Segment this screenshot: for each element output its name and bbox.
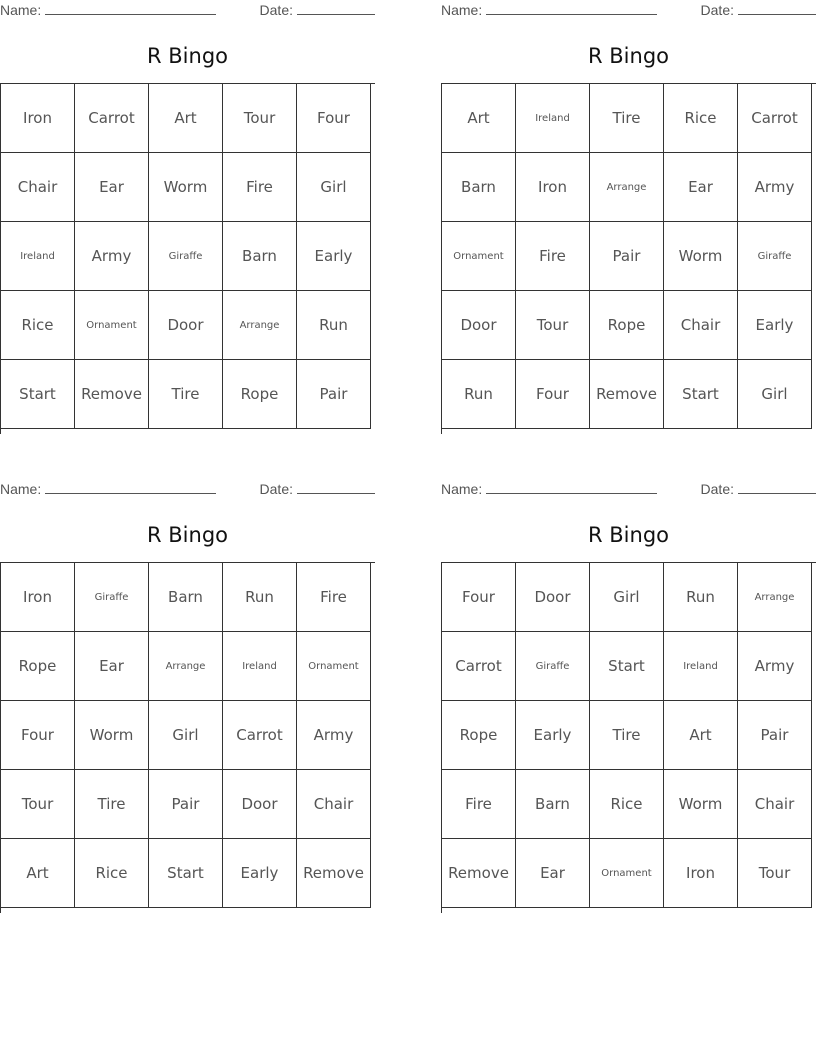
bingo-cell: Tour bbox=[1, 770, 75, 839]
bingo-cell: Early bbox=[516, 701, 590, 770]
bingo-cell: Worm bbox=[664, 222, 738, 291]
date-blank-line bbox=[738, 481, 816, 494]
bingo-cell: Ornament bbox=[297, 632, 371, 701]
bingo-cell: Ear bbox=[664, 153, 738, 222]
bingo-cell: Art bbox=[442, 84, 516, 153]
name-blank-line bbox=[486, 481, 657, 494]
card-title: R Bingo bbox=[147, 44, 228, 68]
name-label: Name: bbox=[0, 481, 42, 497]
bingo-cell: Worm bbox=[149, 153, 223, 222]
bingo-cell: Tour bbox=[223, 84, 297, 153]
bingo-cell: Giraffe bbox=[75, 563, 149, 632]
bingo-cell: Fire bbox=[442, 770, 516, 839]
bingo-cell: Door bbox=[149, 291, 223, 360]
bingo-cell: Run bbox=[664, 563, 738, 632]
bingo-cell: Carrot bbox=[75, 84, 149, 153]
bingo-cell: Start bbox=[664, 360, 738, 429]
bingo-cell: Pair bbox=[738, 701, 812, 770]
bingo-cell: Early bbox=[738, 291, 812, 360]
bingo-cell: Army bbox=[738, 632, 812, 701]
bingo-cell: Pair bbox=[149, 770, 223, 839]
bingo-cell: Fire bbox=[516, 222, 590, 291]
bingo-cell: Arrange bbox=[223, 291, 297, 360]
bingo-cell: Rice bbox=[75, 839, 149, 908]
date-field bbox=[260, 481, 375, 497]
bingo-cell: Ireland bbox=[223, 632, 297, 701]
bingo-cell: Tire bbox=[590, 84, 664, 153]
bingo-card bbox=[0, 479, 375, 882]
date-label: Date: bbox=[259, 481, 293, 497]
bingo-cell: Tour bbox=[516, 291, 590, 360]
bingo-cell: Iron bbox=[1, 563, 75, 632]
bingo-cell: Arrange bbox=[738, 563, 812, 632]
card-title: R Bingo bbox=[588, 44, 669, 68]
bingo-cell: Chair bbox=[738, 770, 812, 839]
bingo-cell: Chair bbox=[297, 770, 371, 839]
bingo-cell: Chair bbox=[664, 291, 738, 360]
bingo-cell: Fire bbox=[297, 563, 371, 632]
bingo-cell: Early bbox=[297, 222, 371, 291]
bingo-cell: Start bbox=[149, 839, 223, 908]
name-date-row bbox=[0, 479, 375, 501]
bingo-card bbox=[441, 479, 816, 882]
name-blank-line bbox=[45, 481, 216, 494]
date-blank-line bbox=[297, 2, 375, 15]
name-label: Name: bbox=[0, 2, 42, 18]
bingo-cell: Ornament bbox=[590, 839, 664, 908]
bingo-cell: Run bbox=[442, 360, 516, 429]
bingo-cell: Four bbox=[1, 701, 75, 770]
bingo-cell: Remove bbox=[75, 360, 149, 429]
bingo-cell: Ireland bbox=[1, 222, 75, 291]
bingo-cell: Girl bbox=[297, 153, 371, 222]
bingo-cell: Girl bbox=[590, 563, 664, 632]
bingo-cell: Early bbox=[223, 839, 297, 908]
bingo-cell: Iron bbox=[1, 84, 75, 153]
date-label: Date: bbox=[700, 2, 734, 18]
bingo-cell: Ear bbox=[516, 839, 590, 908]
bingo-cell: Rice bbox=[590, 770, 664, 839]
date-label: Date: bbox=[700, 481, 734, 497]
date-blank-line bbox=[297, 481, 375, 494]
date-field bbox=[701, 481, 816, 497]
bingo-cell: Rope bbox=[223, 360, 297, 429]
name-blank-line bbox=[45, 2, 216, 15]
bingo-cell: Art bbox=[1, 839, 75, 908]
bingo-grid bbox=[441, 83, 816, 434]
bingo-grid bbox=[0, 562, 375, 913]
bingo-cell: Rope bbox=[590, 291, 664, 360]
bingo-cell: Carrot bbox=[738, 84, 812, 153]
bingo-cell: Remove bbox=[297, 839, 371, 908]
card-title: R Bingo bbox=[147, 523, 228, 547]
bingo-cell: Run bbox=[297, 291, 371, 360]
name-date-row bbox=[0, 0, 375, 22]
bingo-cell: Arrange bbox=[590, 153, 664, 222]
bingo-cell: Barn bbox=[442, 153, 516, 222]
date-label: Date: bbox=[259, 2, 293, 18]
bingo-cell: Barn bbox=[516, 770, 590, 839]
bingo-cell: Start bbox=[590, 632, 664, 701]
bingo-cell: Ornament bbox=[442, 222, 516, 291]
bingo-cell: Pair bbox=[590, 222, 664, 291]
bingo-cell: Girl bbox=[149, 701, 223, 770]
bingo-cell: Barn bbox=[149, 563, 223, 632]
date-field bbox=[260, 2, 375, 18]
bingo-grid bbox=[441, 562, 816, 913]
name-blank-line bbox=[486, 2, 657, 15]
bingo-cell: Rice bbox=[664, 84, 738, 153]
bingo-cell: Army bbox=[75, 222, 149, 291]
bingo-cell: Army bbox=[738, 153, 812, 222]
bingo-cell: Arrange bbox=[149, 632, 223, 701]
bingo-cell: Run bbox=[223, 563, 297, 632]
bingo-grid bbox=[0, 83, 375, 434]
bingo-cell: Remove bbox=[590, 360, 664, 429]
bingo-cell: Chair bbox=[1, 153, 75, 222]
bingo-cell: Door bbox=[442, 291, 516, 360]
bingo-cell: Barn bbox=[223, 222, 297, 291]
name-field bbox=[0, 481, 216, 497]
name-label: Name: bbox=[441, 2, 483, 18]
name-date-row bbox=[441, 0, 816, 22]
bingo-cell: Ornament bbox=[75, 291, 149, 360]
bingo-cell: Tire bbox=[590, 701, 664, 770]
bingo-cell: Ireland bbox=[516, 84, 590, 153]
bingo-cell: Door bbox=[516, 563, 590, 632]
bingo-cell: Carrot bbox=[442, 632, 516, 701]
name-field bbox=[441, 2, 657, 18]
bingo-cell: Giraffe bbox=[738, 222, 812, 291]
date-field bbox=[701, 2, 816, 18]
bingo-cell: Pair bbox=[297, 360, 371, 429]
bingo-cell: Iron bbox=[516, 153, 590, 222]
name-label: Name: bbox=[441, 481, 483, 497]
bingo-cell: Art bbox=[149, 84, 223, 153]
bingo-cell: Giraffe bbox=[516, 632, 590, 701]
card-title: R Bingo bbox=[588, 523, 669, 547]
bingo-cell: Rice bbox=[1, 291, 75, 360]
date-blank-line bbox=[738, 2, 816, 15]
name-field bbox=[441, 481, 657, 497]
bingo-cell: Ear bbox=[75, 153, 149, 222]
bingo-cell: Ear bbox=[75, 632, 149, 701]
bingo-cell: Four bbox=[516, 360, 590, 429]
bingo-cell: Iron bbox=[664, 839, 738, 908]
bingo-cell: Fire bbox=[223, 153, 297, 222]
bingo-cell: Tire bbox=[149, 360, 223, 429]
bingo-cell: Four bbox=[442, 563, 516, 632]
bingo-cell: Tour bbox=[738, 839, 812, 908]
bingo-cell: Rope bbox=[1, 632, 75, 701]
bingo-card bbox=[441, 0, 816, 403]
bingo-cell: Door bbox=[223, 770, 297, 839]
bingo-cell: Worm bbox=[664, 770, 738, 839]
bingo-cell: Worm bbox=[75, 701, 149, 770]
name-date-row bbox=[441, 479, 816, 501]
bingo-cell: Remove bbox=[442, 839, 516, 908]
bingo-cell: Carrot bbox=[223, 701, 297, 770]
bingo-cell: Four bbox=[297, 84, 371, 153]
bingo-cell: Tire bbox=[75, 770, 149, 839]
bingo-cell: Girl bbox=[738, 360, 812, 429]
bingo-cell: Start bbox=[1, 360, 75, 429]
bingo-cell: Rope bbox=[442, 701, 516, 770]
bingo-cell: Army bbox=[297, 701, 371, 770]
bingo-cell: Art bbox=[664, 701, 738, 770]
bingo-cell: Ireland bbox=[664, 632, 738, 701]
bingo-cell: Giraffe bbox=[149, 222, 223, 291]
bingo-card bbox=[0, 0, 375, 403]
name-field bbox=[0, 2, 216, 18]
